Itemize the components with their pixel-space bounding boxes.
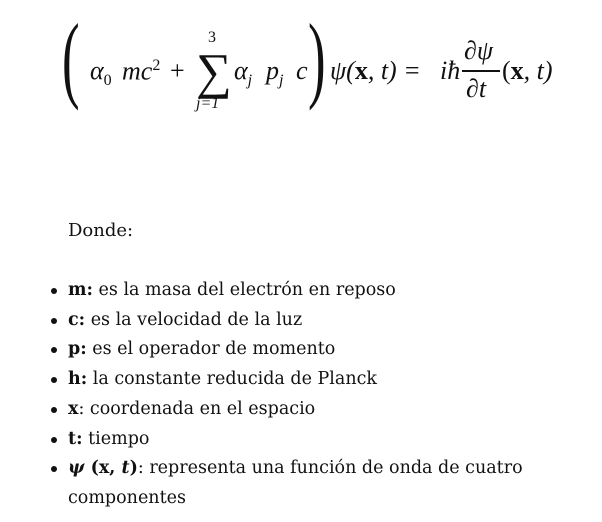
fraction-bar	[462, 70, 500, 72]
intro-text: Donde:	[68, 220, 134, 241]
term-description: : coordenada en el espacio	[78, 398, 316, 419]
bullet-icon	[51, 288, 57, 294]
term-label: p:	[68, 339, 87, 360]
list-item	[51, 454, 551, 513]
fraction-numerator: ∂ψ	[464, 36, 493, 65]
list-item	[51, 306, 551, 336]
i-hbar: iħ	[440, 56, 461, 85]
fraction-denominator: ∂t	[466, 74, 487, 103]
term-label: h:	[68, 369, 88, 390]
summation-sign: ∑	[196, 43, 232, 99]
alpha-j: $\alpha_j$	[234, 56, 253, 90]
term-description: es el operador de momento	[86, 339, 336, 360]
list-item	[51, 276, 551, 306]
p-j: $p_j$	[266, 56, 284, 90]
list-item	[51, 395, 551, 425]
term-label: x	[68, 398, 79, 419]
list-item	[51, 365, 551, 395]
psi-of-x-t: ψ(x, t) =	[330, 56, 421, 85]
term-description: es la masa del electrón en reposo	[92, 280, 396, 300]
list-item	[51, 335, 551, 365]
right-paren: )	[308, 4, 326, 111]
term-label: t:	[68, 428, 83, 449]
mc-squared: $mc^2$	[122, 56, 161, 86]
left-paren: (	[62, 4, 80, 111]
c-symbol: c	[296, 56, 308, 85]
bullet-icon	[51, 437, 57, 443]
dirac-equation	[62, 4, 572, 128]
term-label: ψ (x, t)	[68, 458, 138, 479]
bullet-icon	[51, 347, 57, 353]
sum-lower-limit: j=1	[196, 95, 220, 112]
term-description: tiempo	[82, 428, 150, 449]
term-description: : representa una función de onda de cuatro componentes	[68, 458, 523, 508]
bullet-icon	[51, 377, 57, 383]
definitions-list	[51, 276, 551, 514]
alpha-0: $\alpha_0$	[90, 56, 112, 90]
tail-args: (x, t)	[502, 56, 553, 85]
term-description: la constante reducida de Planck	[87, 369, 378, 390]
bullet-icon	[51, 407, 57, 413]
bullet-icon	[51, 318, 57, 324]
list-item	[51, 425, 551, 455]
sum-upper-limit: 3	[208, 29, 216, 46]
plus-sign: +	[170, 56, 185, 85]
term-label: c:	[68, 309, 86, 330]
term-label: m:	[68, 280, 93, 300]
term-description: es la velocidad de la luz	[85, 309, 303, 330]
bullet-icon	[51, 466, 57, 472]
